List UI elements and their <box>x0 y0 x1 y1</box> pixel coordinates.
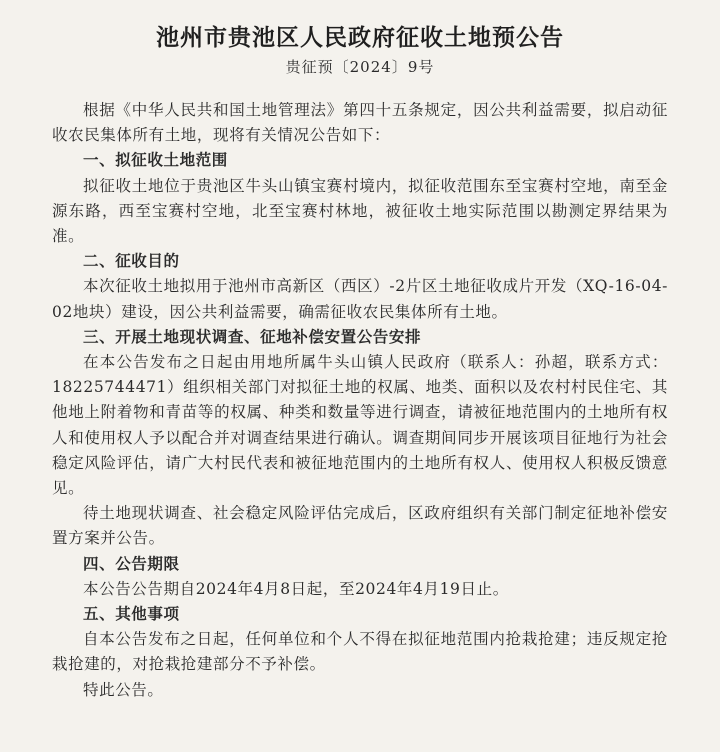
section-paragraph: 拟征收土地位于贵池区牛头山镇宝赛村境内，拟征收范围东至宝赛村空地，南至金源东路，西至宝赛村空地，北至宝赛村林地，被征收土地实际范围以勘测定界结果为准。 <box>52 176 668 246</box>
notice-title: 池州市贵池区人民政府征收土地预公告 <box>156 24 564 51</box>
intro-paragraph: 根据《中华人民共和国土地管理法》第四十五条规定，因公共利益需要，拟启动征收农民集体所有土地，现将有关情况公告如下： <box>52 101 668 145</box>
section-heading: 四、公告期限 <box>83 554 180 573</box>
section-survey <box>52 325 668 552</box>
section-heading: 五、其他事项 <box>83 605 180 624</box>
section-paragraph: 本次征收土地拟用于池州市高新区（西区）-2片区土地征收成片开发（XQ-16-04-02地块）建设，因公共利益需要，确需征收农民集体所有土地。 <box>52 277 668 321</box>
closing-line: 特此公告。 <box>83 680 164 699</box>
section-paragraph: 待土地现状调查、社会稳定风险评估完成后，区政府组织有关部门制定征地补偿安置方案并公告。 <box>52 504 668 548</box>
section-other <box>52 602 668 703</box>
notice-body <box>52 98 668 703</box>
section-period <box>52 552 668 602</box>
section-purpose <box>52 249 668 325</box>
section-heading: 二、征收目的 <box>83 252 180 271</box>
section-paragraph: 自本公告发布之日起，任何单位和个人不得在拟征地范围内抢栽抢建；违反规定抢栽抢建的，对抢栽抢建部分不予补偿。 <box>52 630 668 674</box>
document-number: 贵征预〔2024〕9号 <box>285 58 435 76</box>
section-heading: 三、开展土地现状调查、征地补偿安置公告安排 <box>83 327 422 346</box>
section-paragraph: 本公告公告期自2024年4月8日起，至2024年4月19日止。 <box>83 579 509 598</box>
section-heading: 一、拟征收土地范围 <box>83 151 228 170</box>
section-paragraph: 在本公告发布之日起由用地所属牛头山镇人民政府（联系人：孙超，联系方式：18225744471）组织相关部门对拟征土地的权属、地类、面积以及农村村民住宅、其他地上附着物和青苗等的权属、种类和数量等进行调查，请被征地范围内的土地所有权人和使用权人予以配合并对调查结果进行确认。调查期间同步开展该项目征地行为社会稳定风险评估，请广大村民代表和被征地范围内的土地所有权人、使用权人积极反馈意见。 <box>52 353 668 498</box>
section-scope <box>52 148 668 249</box>
